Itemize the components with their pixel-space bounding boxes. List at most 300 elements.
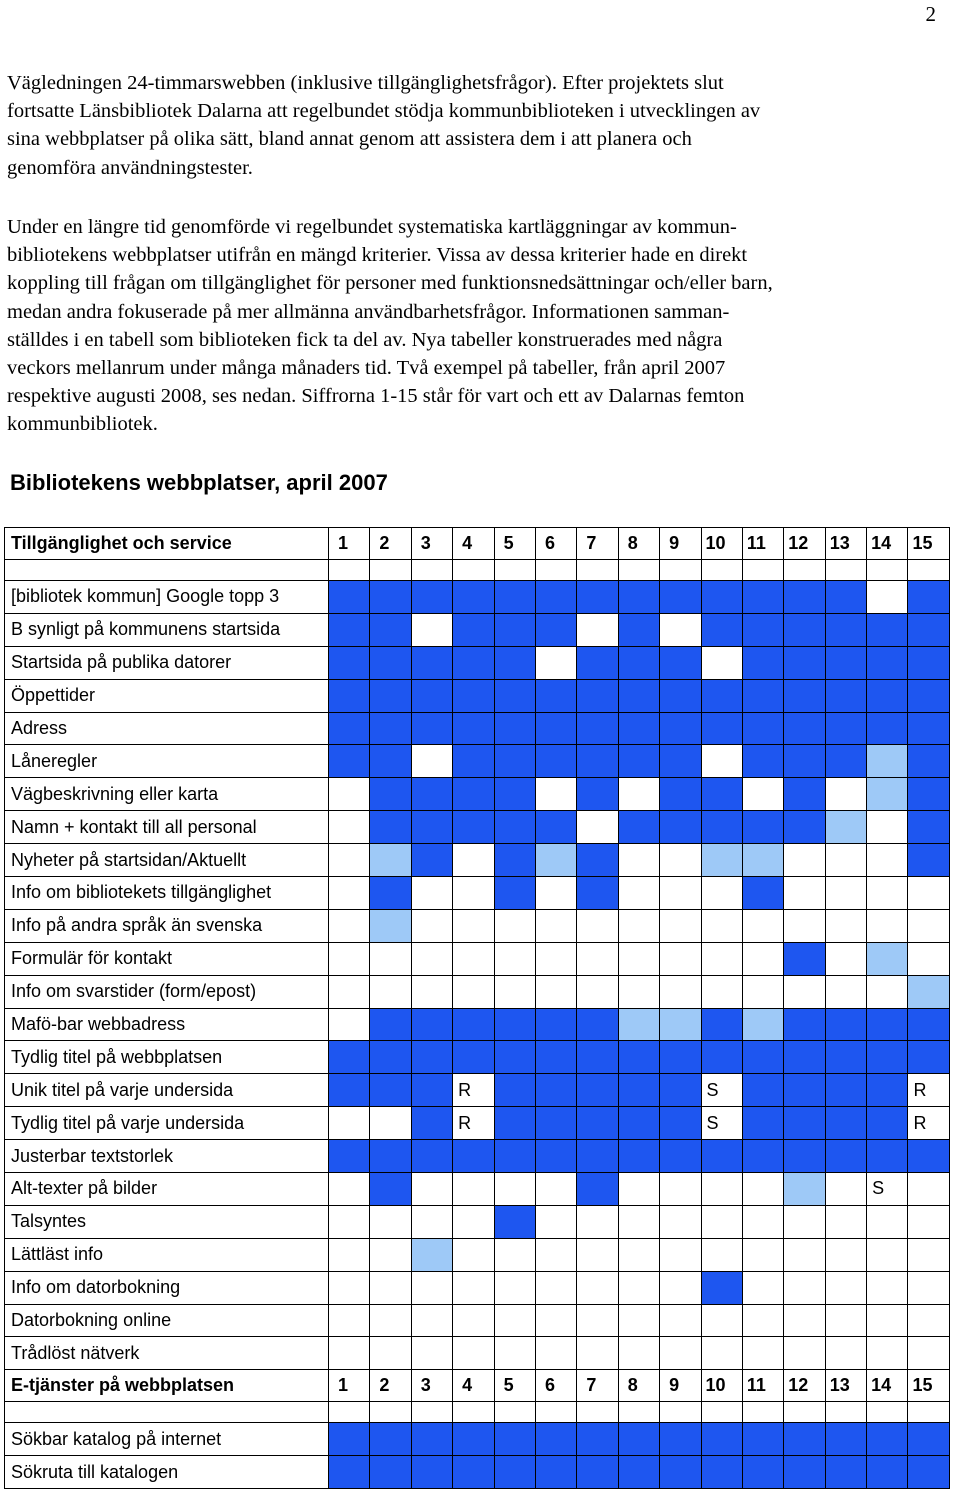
status-cell bbox=[660, 679, 701, 712]
criterion-label: Startsida på publika datorer bbox=[5, 646, 329, 679]
table-row bbox=[5, 844, 950, 877]
status-cell bbox=[453, 745, 494, 778]
status-cell bbox=[660, 1107, 701, 1140]
spacer-cell bbox=[370, 1402, 411, 1423]
status-cell bbox=[701, 1304, 742, 1337]
status-cell bbox=[494, 1304, 535, 1337]
status-cell bbox=[577, 1456, 618, 1489]
status-cell bbox=[908, 877, 949, 910]
table-row bbox=[5, 909, 950, 942]
status-cell bbox=[494, 712, 535, 745]
status-cell bbox=[742, 1456, 783, 1489]
status-cell bbox=[618, 1337, 659, 1370]
status-cell bbox=[535, 613, 576, 646]
status-cell bbox=[494, 1140, 535, 1173]
status-cell bbox=[329, 1271, 370, 1304]
status-cell bbox=[742, 1140, 783, 1173]
spacer-cell bbox=[701, 560, 742, 581]
status-cell bbox=[577, 613, 618, 646]
table-row bbox=[5, 1041, 950, 1074]
status-cell bbox=[453, 1238, 494, 1271]
status-cell bbox=[660, 975, 701, 1008]
status-cell bbox=[867, 1337, 908, 1370]
library-column-header: 7 bbox=[577, 528, 618, 560]
library-column-header: 10 bbox=[701, 528, 742, 560]
status-cell bbox=[825, 646, 866, 679]
status-cell bbox=[618, 942, 659, 975]
status-cell bbox=[577, 1140, 618, 1173]
status-cell bbox=[618, 1423, 659, 1456]
status-cell bbox=[908, 613, 949, 646]
status-cell bbox=[660, 745, 701, 778]
status-cell bbox=[370, 745, 411, 778]
status-cell bbox=[577, 1304, 618, 1337]
status-cell bbox=[411, 745, 452, 778]
status-cell bbox=[784, 1074, 825, 1107]
status-cell bbox=[701, 909, 742, 942]
status-cell bbox=[370, 613, 411, 646]
spacer-cell bbox=[329, 1402, 370, 1423]
status-cell bbox=[577, 679, 618, 712]
status-cell bbox=[784, 909, 825, 942]
status-cell bbox=[701, 1173, 742, 1206]
status-cell bbox=[453, 1173, 494, 1206]
status-cell bbox=[742, 975, 783, 1008]
spacer-cell bbox=[453, 1402, 494, 1423]
status-cell bbox=[742, 942, 783, 975]
status-cell bbox=[701, 942, 742, 975]
status-cell bbox=[577, 1337, 618, 1370]
library-column-header: 5 bbox=[494, 528, 535, 560]
status-cell bbox=[867, 646, 908, 679]
status-cell bbox=[867, 1304, 908, 1337]
status-cell bbox=[660, 1423, 701, 1456]
status-cell bbox=[535, 1423, 576, 1456]
status-cell bbox=[618, 712, 659, 745]
status-cell bbox=[908, 1205, 949, 1238]
status-cell bbox=[577, 1074, 618, 1107]
status-cell bbox=[867, 581, 908, 614]
criterion-label: Info på andra språk än svenska bbox=[5, 909, 329, 942]
section-header-label: Tillgänglighet och service bbox=[5, 528, 329, 560]
status-cell bbox=[908, 1173, 949, 1206]
status-cell bbox=[535, 844, 576, 877]
library-column-header: 6 bbox=[535, 1370, 576, 1402]
status-cell bbox=[618, 745, 659, 778]
status-cell bbox=[329, 1041, 370, 1074]
status-cell bbox=[825, 1008, 866, 1041]
status-cell bbox=[618, 778, 659, 811]
text-line: fortsatte Länsbibliotek Dalarna att regelbundet stödja kommunbiblioteken i utvecklingen av bbox=[7, 100, 761, 123]
status-cell bbox=[329, 1238, 370, 1271]
status-cell bbox=[618, 1008, 659, 1041]
criterion-label: Info om bibliotekets tillgänglighet bbox=[5, 877, 329, 910]
status-cell bbox=[329, 942, 370, 975]
text-line: genomföra användningstester. bbox=[7, 156, 253, 179]
status-cell bbox=[867, 1238, 908, 1271]
status-cell bbox=[660, 613, 701, 646]
criterion-label: Låneregler bbox=[5, 745, 329, 778]
status-cell bbox=[701, 844, 742, 877]
status-cell bbox=[329, 613, 370, 646]
status-cell bbox=[494, 613, 535, 646]
criterion-label: Namn + kontakt till all personal bbox=[5, 811, 329, 844]
criterion-label: Mafö-bar webbadress bbox=[5, 1008, 329, 1041]
section-spacer-row bbox=[5, 1402, 950, 1423]
status-cell bbox=[494, 975, 535, 1008]
status-cell bbox=[329, 1456, 370, 1489]
status-cell bbox=[535, 975, 576, 1008]
status-cell bbox=[411, 1074, 452, 1107]
status-cell bbox=[494, 1074, 535, 1107]
status-cell bbox=[577, 1205, 618, 1238]
status-cell bbox=[825, 1140, 866, 1173]
status-cell bbox=[742, 1423, 783, 1456]
status-cell bbox=[701, 811, 742, 844]
status-cell bbox=[618, 581, 659, 614]
status-cell bbox=[329, 778, 370, 811]
status-cell bbox=[411, 1008, 452, 1041]
status-cell bbox=[825, 942, 866, 975]
status-cell bbox=[784, 581, 825, 614]
library-column-header: 15 bbox=[908, 528, 949, 560]
status-cell bbox=[784, 1107, 825, 1140]
status-cell bbox=[867, 1008, 908, 1041]
library-column-header: 14 bbox=[867, 1370, 908, 1402]
status-cell bbox=[660, 1205, 701, 1238]
status-cell bbox=[329, 909, 370, 942]
criterion-label: Öppettider bbox=[5, 679, 329, 712]
status-cell bbox=[618, 1041, 659, 1074]
status-cell bbox=[370, 1304, 411, 1337]
status-cell bbox=[660, 811, 701, 844]
status-cell bbox=[329, 1107, 370, 1140]
spacer-cell bbox=[660, 560, 701, 581]
status-cell bbox=[329, 975, 370, 1008]
spacer-cell bbox=[5, 1402, 329, 1423]
status-cell bbox=[494, 844, 535, 877]
status-cell bbox=[494, 1008, 535, 1041]
status-cell bbox=[370, 1423, 411, 1456]
status-cell bbox=[742, 679, 783, 712]
status-cell bbox=[867, 811, 908, 844]
library-column-header: 2 bbox=[370, 528, 411, 560]
status-cell bbox=[329, 877, 370, 910]
status-cell bbox=[742, 1304, 783, 1337]
status-cell bbox=[701, 778, 742, 811]
status-cell bbox=[494, 581, 535, 614]
status-cell bbox=[577, 1107, 618, 1140]
status-cell bbox=[577, 1173, 618, 1206]
status-cell bbox=[618, 1238, 659, 1271]
status-cell bbox=[577, 1423, 618, 1456]
status-cell bbox=[908, 942, 949, 975]
status-cell bbox=[660, 1074, 701, 1107]
status-cell bbox=[867, 1271, 908, 1304]
status-cell bbox=[370, 909, 411, 942]
status-cell bbox=[908, 1238, 949, 1271]
status-cell bbox=[660, 877, 701, 910]
status-cell bbox=[660, 712, 701, 745]
status-cell bbox=[660, 909, 701, 942]
status-cell bbox=[660, 1337, 701, 1370]
status-cell bbox=[618, 1271, 659, 1304]
status-cell: R bbox=[453, 1074, 494, 1107]
spacer-cell bbox=[370, 560, 411, 581]
status-cell bbox=[908, 1304, 949, 1337]
table-row bbox=[5, 1008, 950, 1041]
status-cell bbox=[908, 1271, 949, 1304]
status-cell bbox=[908, 844, 949, 877]
text-line: respektive augusti 2008, ses nedan. Siffrorna 1-15 står för vart och ett av Dalarnas femton bbox=[7, 385, 745, 408]
status-cell bbox=[370, 712, 411, 745]
spacer-cell bbox=[5, 560, 329, 581]
status-cell bbox=[577, 811, 618, 844]
criterion-label: Justerbar textstorlek bbox=[5, 1140, 329, 1173]
status-cell bbox=[453, 1271, 494, 1304]
status-cell bbox=[784, 1041, 825, 1074]
library-column-header: 13 bbox=[825, 528, 866, 560]
text-line: sina webbplatser på olika sätt, bland annat genom att assistera dem i att planera och bbox=[7, 128, 692, 151]
status-cell bbox=[825, 581, 866, 614]
status-cell bbox=[742, 1008, 783, 1041]
table-row bbox=[5, 811, 950, 844]
text-line: koppling till frågan om tillgänglighet för personer med funktionsnedsättningar och/eller barn, bbox=[7, 272, 773, 295]
status-cell bbox=[784, 942, 825, 975]
library-column-header: 9 bbox=[660, 1370, 701, 1402]
spacer-cell bbox=[825, 560, 866, 581]
status-cell bbox=[618, 1304, 659, 1337]
status-cell bbox=[618, 1173, 659, 1206]
status-cell bbox=[908, 581, 949, 614]
status-cell bbox=[453, 712, 494, 745]
status-cell bbox=[908, 778, 949, 811]
body-paragraph bbox=[7, 213, 947, 439]
status-cell bbox=[867, 909, 908, 942]
status-cell bbox=[908, 646, 949, 679]
status-cell bbox=[411, 646, 452, 679]
website-criteria-table bbox=[4, 527, 950, 1489]
text-line: medan andra fokuserade på mer allmänna användbarhetsfrågor. Informationen samman- bbox=[7, 300, 730, 323]
status-cell bbox=[494, 909, 535, 942]
status-cell bbox=[411, 1173, 452, 1206]
status-cell bbox=[701, 975, 742, 1008]
status-cell bbox=[453, 942, 494, 975]
status-cell bbox=[411, 942, 452, 975]
status-cell bbox=[660, 1304, 701, 1337]
spacer-cell bbox=[908, 560, 949, 581]
status-cell bbox=[742, 1337, 783, 1370]
status-cell bbox=[908, 1423, 949, 1456]
status-cell bbox=[784, 1173, 825, 1206]
table-row bbox=[5, 1304, 950, 1337]
status-cell bbox=[701, 1456, 742, 1489]
status-cell bbox=[494, 646, 535, 679]
spacer-cell bbox=[494, 1402, 535, 1423]
status-cell bbox=[453, 1041, 494, 1074]
status-cell bbox=[494, 1238, 535, 1271]
page-number: 2 bbox=[925, 2, 936, 26]
status-cell bbox=[660, 1238, 701, 1271]
status-cell bbox=[453, 581, 494, 614]
table-row bbox=[5, 712, 950, 745]
status-cell bbox=[825, 745, 866, 778]
status-cell bbox=[867, 1041, 908, 1074]
status-cell: R bbox=[908, 1074, 949, 1107]
status-cell bbox=[535, 1456, 576, 1489]
status-cell bbox=[825, 811, 866, 844]
status-cell bbox=[577, 1041, 618, 1074]
status-cell bbox=[825, 909, 866, 942]
status-cell bbox=[453, 877, 494, 910]
status-cell bbox=[329, 581, 370, 614]
status-cell bbox=[329, 1074, 370, 1107]
criterion-label: Alt-texter på bilder bbox=[5, 1173, 329, 1206]
status-cell bbox=[494, 778, 535, 811]
status-cell bbox=[908, 1041, 949, 1074]
status-cell bbox=[535, 679, 576, 712]
status-cell bbox=[867, 1140, 908, 1173]
status-cell bbox=[825, 1238, 866, 1271]
library-column-header: 8 bbox=[618, 1370, 659, 1402]
spacer-cell bbox=[742, 1402, 783, 1423]
status-cell bbox=[411, 1337, 452, 1370]
status-cell bbox=[867, 778, 908, 811]
library-column-header: 4 bbox=[453, 1370, 494, 1402]
status-cell bbox=[535, 1008, 576, 1041]
status-cell bbox=[784, 1337, 825, 1370]
section-spacer-row bbox=[5, 560, 950, 581]
spacer-cell bbox=[867, 1402, 908, 1423]
status-cell bbox=[867, 613, 908, 646]
status-cell bbox=[411, 877, 452, 910]
table-row bbox=[5, 1423, 950, 1456]
status-cell bbox=[867, 975, 908, 1008]
status-cell bbox=[411, 778, 452, 811]
text-line: veckors mellanrum under många månaders tid. Två exempel på tabeller, från april 2007 bbox=[7, 357, 726, 380]
status-cell bbox=[701, 1205, 742, 1238]
status-cell bbox=[825, 1173, 866, 1206]
table-row bbox=[5, 1337, 950, 1370]
spacer-cell bbox=[618, 1402, 659, 1423]
status-cell bbox=[825, 712, 866, 745]
status-cell bbox=[577, 942, 618, 975]
status-cell bbox=[825, 1107, 866, 1140]
status-cell bbox=[577, 1271, 618, 1304]
spacer-cell bbox=[618, 560, 659, 581]
criterion-label: Trådlöst nätverk bbox=[5, 1337, 329, 1370]
status-cell bbox=[825, 613, 866, 646]
status-cell bbox=[494, 1041, 535, 1074]
status-cell bbox=[411, 1304, 452, 1337]
status-cell bbox=[535, 1041, 576, 1074]
library-column-header: 12 bbox=[784, 528, 825, 560]
intro-paragraph bbox=[7, 69, 947, 182]
status-cell bbox=[701, 646, 742, 679]
status-cell bbox=[618, 844, 659, 877]
status-cell bbox=[329, 811, 370, 844]
table-row bbox=[5, 1140, 950, 1173]
status-cell bbox=[370, 646, 411, 679]
library-column-header: 12 bbox=[784, 1370, 825, 1402]
status-cell bbox=[329, 1423, 370, 1456]
status-cell bbox=[825, 778, 866, 811]
status-cell bbox=[701, 1008, 742, 1041]
status-cell bbox=[370, 942, 411, 975]
status-cell bbox=[784, 1456, 825, 1489]
status-cell bbox=[908, 1008, 949, 1041]
status-cell bbox=[329, 1008, 370, 1041]
status-cell bbox=[867, 679, 908, 712]
status-cell bbox=[825, 1205, 866, 1238]
criterion-label: Sökbar katalog på internet bbox=[5, 1423, 329, 1456]
status-cell bbox=[701, 745, 742, 778]
status-cell bbox=[825, 679, 866, 712]
status-cell bbox=[660, 778, 701, 811]
status-cell bbox=[577, 909, 618, 942]
spacer-cell bbox=[494, 560, 535, 581]
status-cell bbox=[577, 1238, 618, 1271]
status-cell bbox=[908, 1456, 949, 1489]
library-column-header: 1 bbox=[329, 1370, 370, 1402]
status-cell bbox=[742, 844, 783, 877]
status-cell bbox=[411, 679, 452, 712]
status-cell bbox=[618, 877, 659, 910]
spacer-cell bbox=[660, 1402, 701, 1423]
status-cell bbox=[825, 1456, 866, 1489]
status-cell bbox=[701, 1238, 742, 1271]
text-line: kommunbibliotek. bbox=[7, 413, 158, 436]
status-cell bbox=[701, 1337, 742, 1370]
status-cell bbox=[411, 811, 452, 844]
status-cell bbox=[825, 1423, 866, 1456]
status-cell bbox=[535, 877, 576, 910]
status-cell bbox=[453, 1140, 494, 1173]
status-cell bbox=[453, 1337, 494, 1370]
status-cell bbox=[329, 1205, 370, 1238]
library-column-header: 4 bbox=[453, 528, 494, 560]
table-row bbox=[5, 1107, 950, 1140]
status-cell bbox=[370, 679, 411, 712]
status-cell bbox=[453, 1423, 494, 1456]
spacer-cell bbox=[784, 560, 825, 581]
status-cell bbox=[370, 975, 411, 1008]
library-column-header: 8 bbox=[618, 528, 659, 560]
status-cell bbox=[329, 844, 370, 877]
status-cell bbox=[742, 811, 783, 844]
status-cell bbox=[825, 844, 866, 877]
status-cell bbox=[329, 745, 370, 778]
status-cell bbox=[453, 613, 494, 646]
status-cell bbox=[453, 1304, 494, 1337]
criterion-label: Formulär för kontakt bbox=[5, 942, 329, 975]
status-cell bbox=[535, 1238, 576, 1271]
status-cell bbox=[660, 581, 701, 614]
status-cell bbox=[370, 877, 411, 910]
status-cell bbox=[784, 1140, 825, 1173]
status-cell bbox=[577, 646, 618, 679]
status-cell bbox=[825, 1074, 866, 1107]
status-cell bbox=[701, 1041, 742, 1074]
library-column-header: 11 bbox=[742, 528, 783, 560]
spacer-cell bbox=[577, 560, 618, 581]
status-cell bbox=[453, 1205, 494, 1238]
table-row bbox=[5, 1205, 950, 1238]
status-cell bbox=[494, 679, 535, 712]
table-row bbox=[5, 745, 950, 778]
status-cell bbox=[411, 1423, 452, 1456]
status-cell bbox=[784, 1205, 825, 1238]
